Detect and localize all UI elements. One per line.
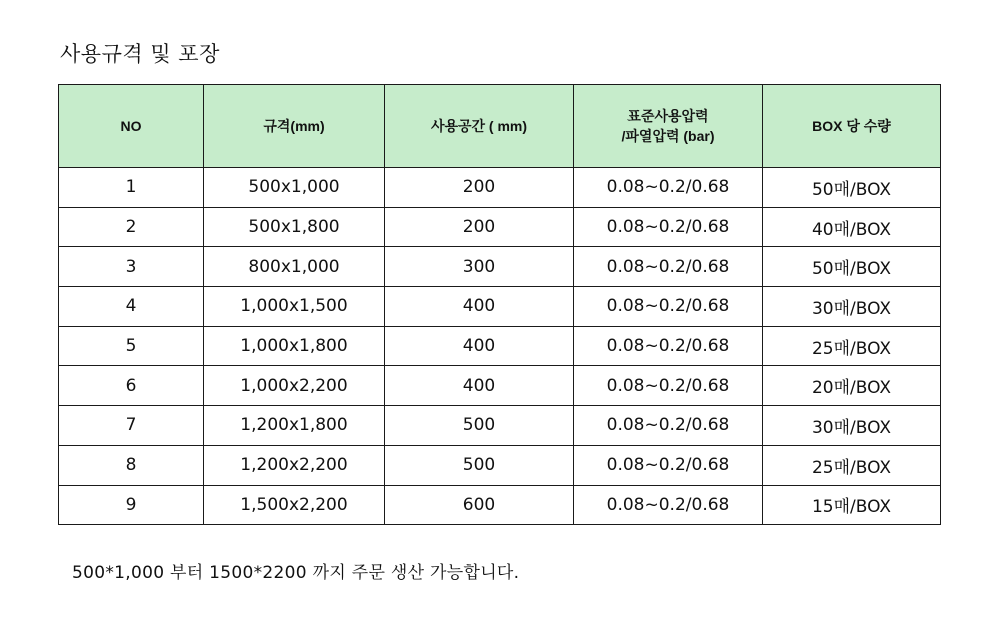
cell-size: 1,200x1,800	[204, 406, 385, 446]
table-header-row	[59, 85, 941, 168]
cell-no: 9	[59, 485, 204, 525]
header-pressure-line2: /파열압력 (bar)	[621, 128, 715, 144]
cell-box: 30매/BOX	[763, 287, 941, 327]
cell-box: 25매/BOX	[763, 326, 941, 366]
cell-space: 300	[385, 247, 574, 287]
cell-pressure: 0.08~0.2/0.68	[574, 485, 763, 525]
cell-size: 1,200x2,200	[204, 445, 385, 485]
table-row	[59, 366, 941, 406]
cell-space: 200	[385, 168, 574, 208]
footer-note: 500*1,000 부터 1500*2200 까지 주문 생산 가능합니다.	[72, 563, 520, 583]
cell-box: 50매/BOX	[763, 168, 941, 208]
cell-pressure: 0.08~0.2/0.68	[574, 406, 763, 446]
cell-size: 800x1,000	[204, 247, 385, 287]
cell-pressure: 0.08~0.2/0.68	[574, 366, 763, 406]
cell-pressure: 0.08~0.2/0.68	[574, 247, 763, 287]
spec-table	[58, 84, 941, 525]
cell-pressure: 0.08~0.2/0.68	[574, 326, 763, 366]
cell-no: 1	[59, 168, 204, 208]
cell-size: 1,000x2,200	[204, 366, 385, 406]
cell-space: 400	[385, 366, 574, 406]
cell-pressure: 0.08~0.2/0.68	[574, 287, 763, 327]
cell-no: 5	[59, 326, 204, 366]
header-box: BOX 당 수량	[763, 85, 941, 168]
header-pressure	[574, 85, 763, 168]
cell-box: 20매/BOX	[763, 366, 941, 406]
cell-no: 7	[59, 406, 204, 446]
cell-space: 400	[385, 326, 574, 366]
cell-box: 40매/BOX	[763, 207, 941, 247]
cell-pressure: 0.08~0.2/0.68	[574, 445, 763, 485]
cell-pressure: 0.08~0.2/0.68	[574, 207, 763, 247]
cell-space: 500	[385, 445, 574, 485]
cell-box: 30매/BOX	[763, 406, 941, 446]
table-row	[59, 406, 941, 446]
table-row	[59, 326, 941, 366]
table-row	[59, 287, 941, 327]
cell-size: 500x1,800	[204, 207, 385, 247]
table-row	[59, 445, 941, 485]
cell-box: 15매/BOX	[763, 485, 941, 525]
table-row	[59, 247, 941, 287]
page-title: 사용규격 및 포장	[60, 42, 220, 66]
cell-space: 400	[385, 287, 574, 327]
cell-size: 500x1,000	[204, 168, 385, 208]
cell-size: 1,500x2,200	[204, 485, 385, 525]
cell-space: 500	[385, 406, 574, 446]
cell-space: 200	[385, 207, 574, 247]
cell-no: 8	[59, 445, 204, 485]
cell-no: 6	[59, 366, 204, 406]
cell-box: 50매/BOX	[763, 247, 941, 287]
table-row	[59, 207, 941, 247]
cell-no: 4	[59, 287, 204, 327]
cell-no: 2	[59, 207, 204, 247]
cell-size: 1,000x1,800	[204, 326, 385, 366]
table-row	[59, 168, 941, 208]
cell-no: 3	[59, 247, 204, 287]
cell-pressure: 0.08~0.2/0.68	[574, 168, 763, 208]
header-size: 규격(mm)	[204, 85, 385, 168]
header-no: NO	[59, 85, 204, 168]
table-row	[59, 485, 941, 525]
cell-space: 600	[385, 485, 574, 525]
cell-box: 25매/BOX	[763, 445, 941, 485]
header-space: 사용공간 ( mm)	[385, 85, 574, 168]
header-pressure-line1: 표준사용압력	[627, 108, 709, 124]
cell-size: 1,000x1,500	[204, 287, 385, 327]
